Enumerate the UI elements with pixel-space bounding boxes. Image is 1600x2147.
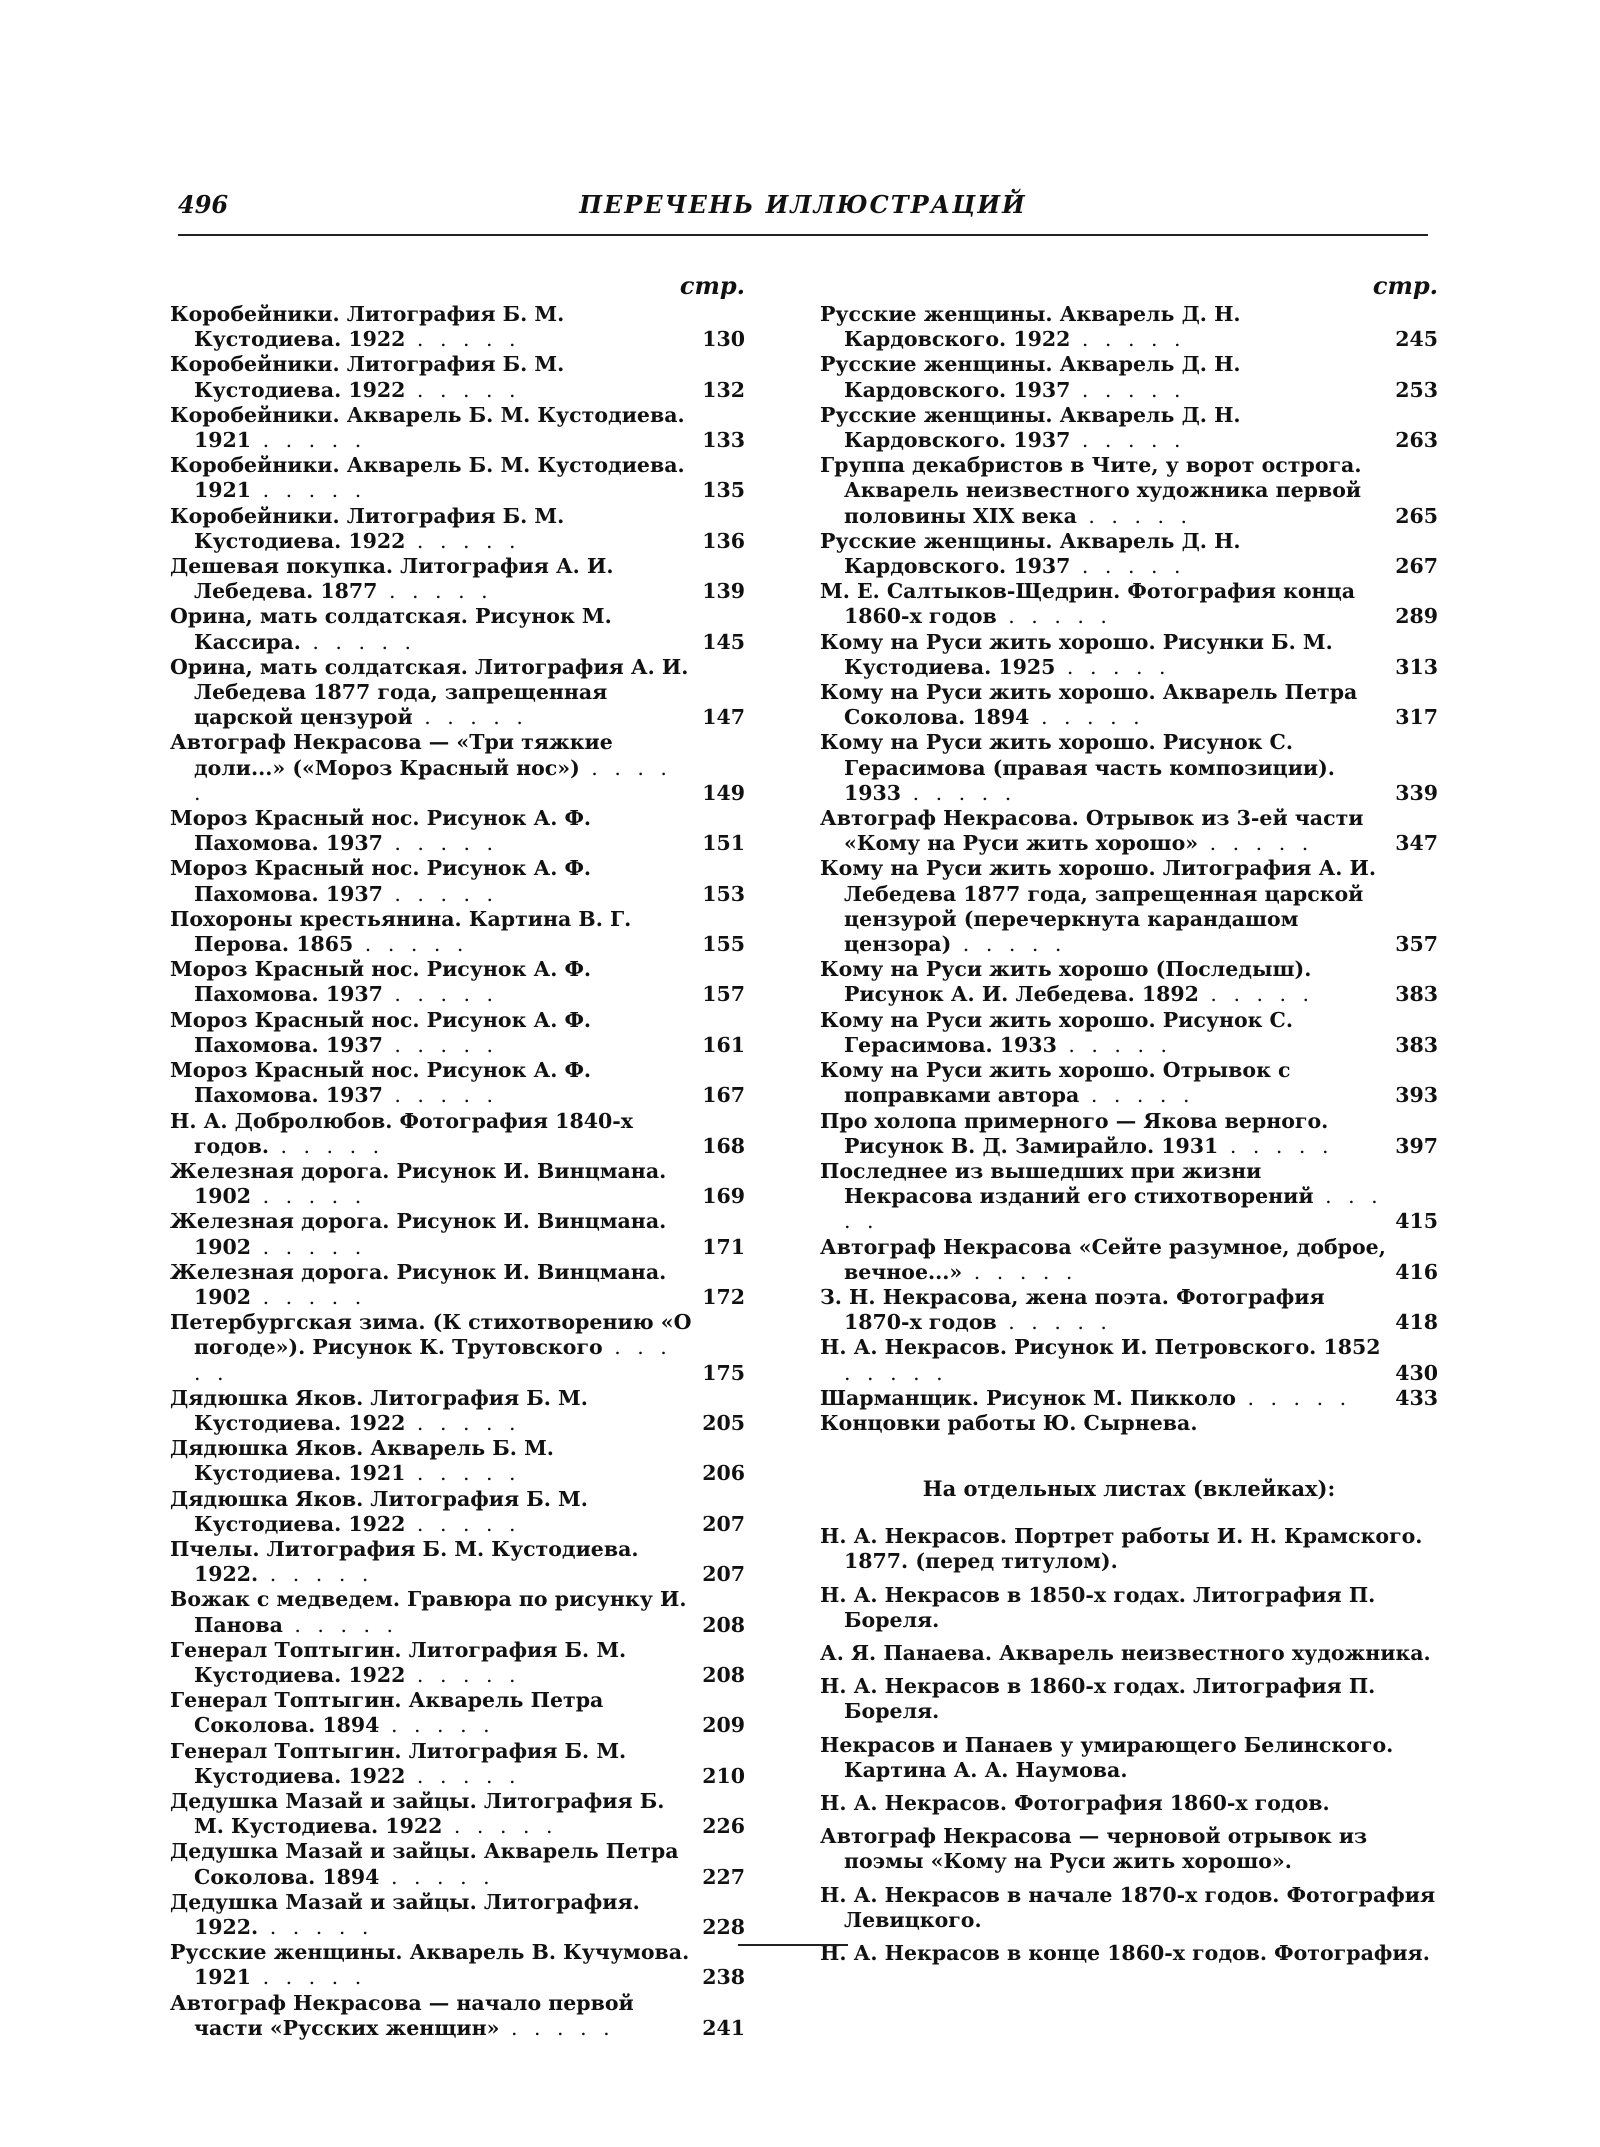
illustration-entry [170, 1209, 745, 1259]
illustration-entry [170, 1991, 745, 2041]
dot-leader: . . . . . [405, 377, 521, 402]
illustration-entry [820, 1285, 1438, 1335]
illustration-entry [170, 1739, 745, 1789]
illustration-entry [170, 1537, 745, 1587]
entry-page-number: 161 [702, 1032, 745, 1057]
illustration-entry [170, 1940, 745, 1990]
dot-leader: . . . . . [382, 831, 499, 856]
entry-title: Мороз Красный нос. Рисунок А. Ф. Пахомова. 1937 [170, 806, 592, 856]
dot-leader: . . . . . [382, 982, 499, 1007]
illustration-entry [170, 1260, 745, 1310]
dot-leader: . . . . . [1070, 327, 1186, 352]
dot-leader: . . . . . [412, 705, 528, 730]
entry-page-number: 226 [702, 1814, 745, 1839]
entry-title: Железная дорога. Рисунок И. Винцмана. 1902 [170, 1209, 667, 1259]
illustration-entry [820, 453, 1438, 529]
dot-leader: . . . . . [1079, 1083, 1195, 1108]
illustration-entry [820, 1411, 1438, 1436]
illustration-entry [170, 1159, 745, 1209]
entry-title: Дедушка Мазай и зайцы. Акварель Петра Соколова. 1894 [170, 1839, 679, 1889]
dot-leader: . . . . . [268, 1133, 385, 1158]
entry-page-number: 383 [1395, 1032, 1438, 1057]
page-number: 496 [178, 190, 229, 219]
illustration-entry [170, 1789, 745, 1839]
entry-title: Коробейники. Акварель Б. М. Кустодиева. 1921 [170, 453, 685, 503]
entry-title: Дедушка Мазай и зайцы. Литография Б. М. Кустодиева. 1922 [170, 1788, 665, 1839]
entry-page-number: 393 [1395, 1083, 1438, 1108]
entry-title: Русские женщины. Акварель Д. Н. Кардовского. 1937 [820, 528, 1241, 579]
illustration-entry [170, 730, 745, 806]
dot-leader: . . . . . [405, 1461, 521, 1486]
right-entry-list [820, 302, 1438, 1436]
entry-page-number: 397 [1395, 1133, 1438, 1158]
entry-page-number: 209 [702, 1713, 745, 1738]
dot-leader: . . . . . [282, 1612, 399, 1637]
illustration-entry [820, 806, 1438, 856]
dot-leader: . . . . . [258, 1915, 374, 1939]
entry-title: Русские женщины. Акварель Д. Н. Кардовского. 1922 [820, 302, 1241, 352]
dot-leader: . . . . . [251, 428, 367, 453]
illustration-entry [170, 907, 745, 957]
dot-leader: . . . . . [251, 478, 367, 503]
plate-entry: Некрасов и Панаев у умирающего Белинского. Картина А. А. Наумова. [820, 1732, 1394, 1782]
header-rule [178, 234, 1428, 236]
plate-entry: Автограф Некрасова — черновой отрывок из поэмы «Кому на Руси жить хорошо». [820, 1824, 1368, 1874]
entry-page-number: 207 [702, 1562, 745, 1587]
illustration-entry [820, 1008, 1438, 1058]
illustration-entry [170, 1436, 745, 1486]
entry-page-number: 167 [702, 1083, 745, 1108]
entry-title: Кому на Руси жить хорошо. Акварель Петра Соколова. 1894 [820, 680, 1358, 730]
plate-entry: А. Я. Панаева. Акварель неизвестного художника. [820, 1640, 1431, 1665]
dot-leader: . . . . . [251, 1184, 367, 1209]
entry-page-number: 139 [702, 579, 745, 604]
entry-title: Вожак с медведем. Гравюра по рисунку И. Панова [170, 1587, 687, 1637]
entry-title: Железная дорога. Рисунок И. Винцмана. 1902 [170, 1259, 667, 1309]
dot-leader: . . . . . [1029, 705, 1145, 730]
illustration-entry [170, 554, 745, 604]
illustration-entry [170, 655, 745, 731]
dot-leader: . . . . . [405, 528, 521, 553]
dot-leader: . . . . . [901, 780, 1017, 805]
illustration-entry [820, 352, 1438, 402]
entry-title: Группа декабристов в Чите, у ворот острога. Акварель неизвестного художника первой половины XIX века [820, 453, 1362, 528]
entry-page-number: 317 [1395, 705, 1438, 730]
entry-page-number: 241 [702, 2015, 745, 2040]
entry-page-number: 238 [702, 1965, 745, 1990]
illustration-entry [170, 1386, 745, 1436]
illustration-entry [170, 1008, 745, 1058]
entry-title: Автограф Некрасова. Отрывок из 3-ей части «Кому на Руси жить хорошо» [820, 806, 1364, 856]
entry-title: Похороны крестьянина. Картина В. Г. Перова. 1865 [170, 906, 632, 957]
illustration-entry [170, 1587, 745, 1637]
entry-page-number: 133 [702, 428, 745, 453]
entry-page-number: 207 [702, 1511, 745, 1536]
entry-page-number: 416 [1395, 1259, 1438, 1284]
entry-page-number: 433 [1395, 1385, 1438, 1410]
entry-title: Кому на Руси жить хорошо. Литография А. И. Лебедева 1877 года, запрещенная царской цензурой (перечеркнута карандашом цензора) [820, 856, 1377, 957]
illustration-entry [820, 630, 1438, 680]
illustration-entry [820, 957, 1438, 1007]
entry-page-number: 357 [1395, 932, 1438, 957]
dot-leader: . . . . . [996, 1310, 1112, 1335]
dot-leader: . . . . . [1070, 377, 1186, 402]
entry-title: Орина, мать солдатская. Рисунок М. Кассира. [170, 604, 612, 654]
entry-title: Генерал Топтыгин. Акварель Петра Соколова. 1894 [170, 1688, 604, 1738]
entry-title: Пчелы. Литография Б. М. Кустодиева. 1922. [170, 1536, 639, 1587]
entry-page-number: 147 [702, 705, 745, 730]
entry-title: Мороз Красный нос. Рисунок А. Ф. Пахомова. 1937 [170, 957, 592, 1007]
dot-leader: . . . . . [1235, 1385, 1352, 1410]
illustration-entry [820, 403, 1438, 453]
entry-title: М. Е. Салтыков-Щедрин. Фотография конца 1860-х годов [820, 579, 1355, 629]
entry-title: Дядюшка Яков. Акварель Б. М. Кустодиева. 1921 [170, 1436, 554, 1486]
plate-entry: Н. А. Некрасов в конце 1860-х годов. Фотография. [820, 1940, 1430, 1965]
entry-page-number: 415 [1395, 1209, 1438, 1234]
left-entry-list [170, 302, 745, 2041]
illustration-entry [170, 453, 745, 503]
entry-page-number: 157 [702, 982, 745, 1007]
illustration-entry [820, 1386, 1438, 1411]
entry-page-number: 228 [702, 1915, 745, 1939]
dot-leader: . . . . . [405, 327, 521, 352]
illustration-entry [170, 604, 745, 654]
plate-entry: Н. А. Некрасов. Фотография 1860-х годов. [820, 1790, 1330, 1815]
entry-page-number: 339 [1395, 780, 1438, 805]
entry-page-number: 205 [702, 1410, 745, 1435]
illustration-entry [170, 1638, 745, 1688]
illustration-entry [170, 504, 745, 554]
entry-page-number: 151 [702, 831, 745, 856]
entry-title: Дедушка Мазай и зайцы. Литография. 1922. [170, 1889, 640, 1939]
illustration-entry [820, 730, 1438, 806]
entry-title: Кому на Руси жить хорошо. Отрывок с поправками автора [820, 1058, 1291, 1108]
entry-page-number: 265 [1395, 503, 1438, 528]
dot-leader: . . . . . [996, 604, 1112, 629]
entry-page-number: 175 [702, 1360, 745, 1385]
dot-leader: . . . . . [1218, 1133, 1334, 1158]
entry-title: Дядюшка Яков. Литография Б. М. Кустодиева. 1922 [170, 1486, 588, 1536]
entry-title: Орина, мать солдатская. Литография А. И. Лебедева 1877 года, запрещенная царской цензурой [170, 654, 689, 730]
entry-page-number: 313 [1395, 654, 1438, 679]
entry-title: Коробейники. Литография Б. М. Кустодиева. 1922 [170, 352, 565, 402]
entry-page-number: 418 [1395, 1310, 1438, 1335]
dot-leader: . . . . . [379, 1713, 495, 1738]
entry-title: Дешевая покупка. Литография А. И. Лебедева. 1877 [170, 554, 614, 604]
dot-leader: . . . . . [1070, 428, 1186, 453]
illustration-entry [170, 856, 745, 906]
entry-title: Мороз Красный нос. Рисунок А. Ф. Пахомова. 1937 [170, 856, 592, 906]
entry-page-number: 135 [702, 478, 745, 503]
entry-page-number: 149 [702, 780, 745, 805]
illustration-entry [170, 1109, 745, 1159]
entry-title: Н. А. Некрасов. Рисунок И. Петровского. 1852 [820, 1335, 1381, 1360]
dot-leader: . . . . . [382, 1032, 499, 1057]
dot-leader: . . . . . [442, 1814, 558, 1839]
closing-rule [738, 1944, 848, 1946]
entry-page-number: 263 [1395, 428, 1438, 453]
right-column [820, 272, 1438, 1974]
entry-title: Кому на Руси жить хорошо (Последыш). Рисунок А. И. Лебедева. 1892 [820, 957, 1312, 1007]
entry-title: Кому на Руси жить хорошо. Рисунки Б. М. Кустодиева. 1925 [820, 629, 1333, 679]
entry-title: Дядюшка Яков. Литография Б. М. Кустодиева. 1922 [170, 1385, 588, 1435]
entry-title: Петербургская зима. (К стихотворению «О погоде»). Рисунок К. Трутовского [170, 1310, 692, 1360]
entry-page-number: 267 [1395, 554, 1438, 579]
illustration-entry [170, 1310, 745, 1386]
illustration-entry [820, 579, 1438, 629]
dot-leader: . . . . . [382, 881, 499, 906]
plate-entry: Н. А. Некрасов в 1850-х годах. Литография П. Бореля. [820, 1582, 1376, 1632]
illustration-entry [170, 1688, 745, 1738]
entry-page-number: 208 [702, 1662, 745, 1687]
entry-title: Мороз Красный нос. Рисунок А. Ф. Пахомова. 1937 [170, 1058, 592, 1108]
entry-title: З. Н. Некрасова, жена поэта. Фотография 1870-х годов [820, 1284, 1325, 1335]
dot-leader: . . . . . [353, 932, 469, 957]
dot-leader: . . . . . [251, 1284, 367, 1309]
plates-section-title: На отдельных листах (вклейках): [922, 1476, 1336, 1502]
plate-entry: Н. А. Некрасов в 1860-х годах. Литография П. Бореля. [820, 1674, 1376, 1724]
entry-page-number: 169 [702, 1184, 745, 1209]
entry-page-number: 208 [702, 1612, 745, 1637]
entry-title: Концовки работы Ю. Сырнева. [820, 1410, 1198, 1435]
entry-title: Мороз Красный нос. Рисунок А. Ф. Пахомова. 1937 [170, 1007, 592, 1057]
dot-leader: . . . . . [1070, 554, 1186, 579]
dot-leader: . . . . . [405, 1511, 521, 1536]
entry-page-number: 132 [702, 377, 745, 402]
illustration-entry [170, 1839, 745, 1889]
entry-page-number: 210 [702, 1763, 745, 1788]
entry-page-number: 289 [1395, 604, 1438, 629]
illustration-entry [820, 1058, 1438, 1108]
entry-page-number: 347 [1395, 831, 1438, 856]
entry-title: Русские женщины. Акварель Д. Н. Кардовского. 1937 [820, 402, 1241, 453]
illustration-entry [820, 856, 1438, 957]
illustration-entry [170, 352, 745, 402]
entry-title: Последнее из вышедших при жизни Некрасова изданий его стихотворений [820, 1158, 1314, 1209]
illustration-entry [820, 1335, 1438, 1385]
plate-entry: Н. А. Некрасов. Портрет работы И. Н. Крамского. 1877. (перед титулом). [820, 1524, 1423, 1574]
illustration-entry [820, 1109, 1438, 1159]
dot-leader: . . . . . [251, 1234, 367, 1259]
entry-title: Русские женщины. Акварель В. Кучумова. 1921 [170, 1940, 690, 1990]
dot-leader: . . . . . [300, 629, 417, 654]
dot-leader: . . . . . [844, 1184, 1383, 1234]
page-column-label: стр. [1372, 271, 1438, 300]
entry-title: Кому на Руси жить хорошо. Рисунок С. Герасимова (правая часть композиции). 1933 [820, 730, 1335, 805]
entry-page-number: 136 [702, 528, 745, 553]
illustration-entry [820, 680, 1438, 730]
dot-leader: . . . . . [194, 755, 672, 805]
page-header [178, 190, 1428, 230]
dot-leader: . . . . . [379, 1864, 495, 1889]
illustration-entry [820, 1159, 1438, 1235]
entry-title: Шарманщик. Рисунок М. Пикколо [820, 1385, 1236, 1410]
dot-leader: . . . . . [962, 1259, 1078, 1284]
entry-page-number: 153 [702, 881, 745, 906]
entry-page-number: 155 [702, 932, 745, 957]
entry-title: Генерал Топтыгин. Литография Б. М. Кустодиева. 1922 [170, 1637, 627, 1687]
entry-title: Автограф Некрасова — «Три тяжкие доли...» («Мороз Красный нос») [170, 730, 613, 780]
illustration-entry [170, 957, 745, 1007]
entry-title: Коробейники. Литография Б. М. Кустодиева. 1922 [170, 503, 565, 553]
dot-leader: . . . . . [405, 1410, 521, 1435]
entry-title: Автограф Некрасова — начало первой части «Русских женщин» [170, 1990, 634, 2040]
page-column-label: стр. [679, 271, 745, 300]
dot-leader: . . . . . [382, 1083, 499, 1108]
entry-title: Железная дорога. Рисунок И. Винцмана. 1902 [170, 1158, 667, 1209]
entry-page-number: 145 [702, 629, 745, 654]
entry-title: Коробейники. Акварель Б. М. Кустодиева. 1921 [170, 402, 685, 453]
illustration-entry [170, 1058, 745, 1108]
dot-leader: . . . . . [377, 579, 493, 604]
left-column [170, 272, 745, 2041]
dot-leader: . . . . . [1198, 831, 1314, 856]
entry-title: Генерал Топтыгин. Литография Б. М. Кустодиева. 1922 [170, 1738, 627, 1788]
entry-title: Кому на Руси жить хорошо. Рисунок С. Герасимова. 1933 [820, 1007, 1294, 1057]
dot-leader: . . . . . [951, 932, 1067, 957]
entry-title: Н. А. Добролюбов. Фотография 1840-х годов. [170, 1108, 633, 1158]
illustration-entry [820, 529, 1438, 579]
illustration-entry [170, 302, 745, 352]
entry-page-number: 253 [1395, 377, 1438, 402]
entry-page-number: 206 [702, 1461, 745, 1486]
entry-page-number: 227 [702, 1864, 745, 1889]
entry-page-number: 245 [1395, 327, 1438, 352]
entry-page-number: 172 [702, 1284, 745, 1309]
illustration-entry [820, 1235, 1438, 1285]
plates-list [820, 1524, 1438, 1966]
dot-leader: . . . . . [1056, 1032, 1173, 1057]
entry-page-number: 168 [702, 1133, 745, 1158]
dot-leader: . . . . . [1076, 503, 1193, 528]
entry-page-number: 171 [702, 1234, 745, 1259]
entry-title: Автограф Некрасова «Сейте разумное, доброе, вечное...» [820, 1234, 1386, 1284]
dot-leader: . . . . . [251, 1965, 367, 1990]
dot-leader: . . . . . [1055, 654, 1171, 679]
entry-page-number: 430 [1395, 1360, 1438, 1385]
plate-entry: Н. А. Некрасов в начале 1870-х годов. Фотография Левицкого. [820, 1882, 1436, 1932]
entry-page-number: 383 [1395, 982, 1438, 1007]
dot-leader: . . . . . [258, 1562, 374, 1587]
illustration-entry [170, 806, 745, 856]
dot-leader: . . . . . [194, 1335, 672, 1385]
illustration-entry [170, 403, 745, 453]
illustration-entry [820, 302, 1438, 352]
dot-leader: . . . . . [844, 1360, 948, 1385]
illustration-entry [170, 1890, 745, 1940]
dot-leader: . . . . . [405, 1763, 521, 1788]
dot-leader: . . . . . [405, 1662, 521, 1687]
entry-title: Про холопа примерного — Якова верного. Рисунок В. Д. Замирайло. 1931 [820, 1108, 1329, 1158]
entry-title: Русские женщины. Акварель Д. Н. Кардовского. 1937 [820, 352, 1241, 402]
dot-leader: . . . . . [499, 2015, 615, 2040]
illustration-entry [170, 1487, 745, 1537]
dot-leader: . . . . . [1198, 982, 1315, 1007]
entry-page-number: 130 [702, 327, 745, 352]
running-title: ПЕРЕЧЕНЬ ИЛЛЮСТРАЦИЙ [579, 190, 1027, 219]
entry-title: Коробейники. Литография Б. М. Кустодиева. 1922 [170, 302, 565, 352]
